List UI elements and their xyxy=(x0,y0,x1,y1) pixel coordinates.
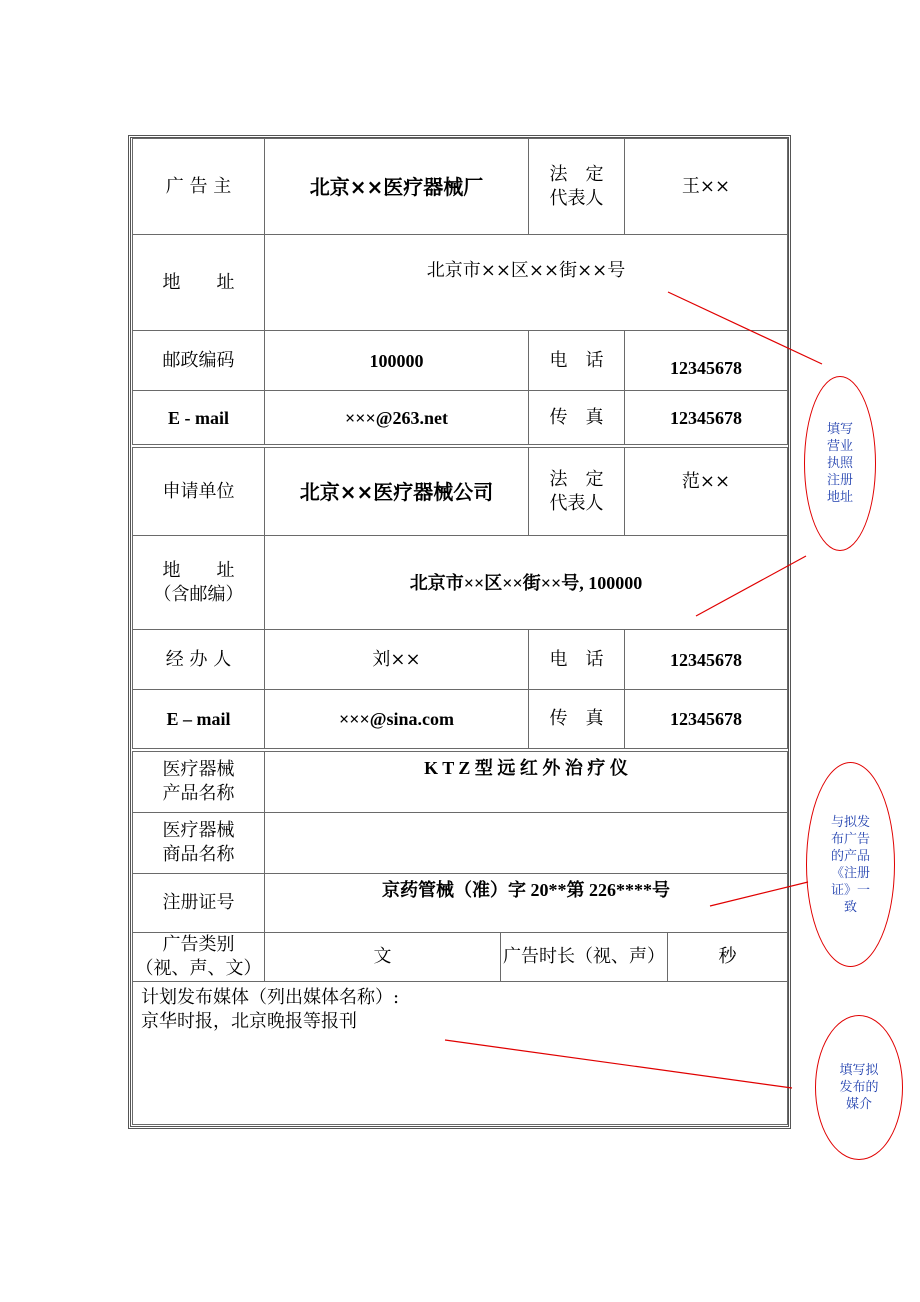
applicant-address-label: 地 址 （含邮编） xyxy=(132,535,265,630)
annotation-line-applicant-address xyxy=(696,556,806,616)
applicant-handler: 刘×× xyxy=(264,629,529,690)
ad-duration-label: 广告时长（视、声） xyxy=(500,932,668,982)
advertiser-address-label: 地 址 xyxy=(132,234,265,331)
product-name-label: 医疗器械 产品名称 xyxy=(132,751,265,813)
applicant-legal-rep: 范×× xyxy=(624,447,788,536)
applicant-phone-label: 电 话 xyxy=(528,629,625,690)
advertiser-name: 北京××医疗器械厂 xyxy=(264,138,529,235)
planned-media-value: 京华时报，北京晚报等报刊 xyxy=(141,1011,357,1032)
advertiser-legal-rep-label: 法 定 代表人 xyxy=(528,138,625,235)
annotation-oval-address: 填写 营业 执照 注册 地址 xyxy=(804,376,876,551)
applicant-email-label: E – mail xyxy=(132,689,265,749)
annotation-oval-product: 与拟发 布广告 的产品 《注册 证》一 致 xyxy=(806,762,895,967)
advertiser-postcode-label: 邮政编码 xyxy=(132,330,265,391)
reg-no-label: 注册证号 xyxy=(132,873,265,933)
advertiser-phone: 12345678 xyxy=(624,330,788,391)
advertiser-fax: 12345678 xyxy=(624,390,788,445)
advertiser-fax-label: 传 真 xyxy=(528,390,625,445)
applicant-address: 北京市××区××街××号, 100000 xyxy=(264,535,788,630)
applicant-email: ×××@sina.com xyxy=(264,689,529,749)
advertiser-address: 北京市××区××街××号 xyxy=(264,234,788,331)
ad-duration: 秒 xyxy=(667,932,788,982)
applicant-phone: 12345678 xyxy=(624,629,788,690)
applicant-legal-rep-label: 法 定 代表人 xyxy=(528,447,625,536)
annotation-line-media xyxy=(445,1040,792,1088)
trade-name-label: 医疗器械 商品名称 xyxy=(132,812,265,874)
annotation-line-reg-no xyxy=(710,882,808,906)
advertiser-email: ×××@263.net xyxy=(264,390,529,445)
annotation-line-address xyxy=(668,292,822,364)
ad-type: 文 xyxy=(264,932,501,982)
applicant-fax-label: 传 真 xyxy=(528,689,625,749)
applicant-label: 申请单位 xyxy=(132,447,265,536)
applicant-fax: 12345678 xyxy=(624,689,788,749)
advertiser-email-label: E - mail xyxy=(132,390,265,445)
annotation-oval-media: 填写拟 发布的 媒介 xyxy=(815,1015,903,1160)
product-name: K T Z 型 远 红 外 治 疗 仪 xyxy=(264,751,788,813)
ad-type-label: 广告类别 （视、声、文） xyxy=(132,932,265,982)
planned-media-label: 计划发布媒体（列出媒体名称）: xyxy=(141,987,400,1008)
advertiser-label: 广 告 主 xyxy=(132,138,265,235)
applicant-handler-label: 经 办 人 xyxy=(132,629,265,690)
applicant-name: 北京××医疗器械公司 xyxy=(264,447,529,536)
reg-no: 京药管械（准）字 20**第 226****号 xyxy=(264,873,788,933)
advertiser-legal-rep: 王×× xyxy=(624,138,788,235)
advertiser-phone-label: 电 话 xyxy=(528,330,625,391)
advertiser-postcode: 100000 xyxy=(264,330,529,391)
